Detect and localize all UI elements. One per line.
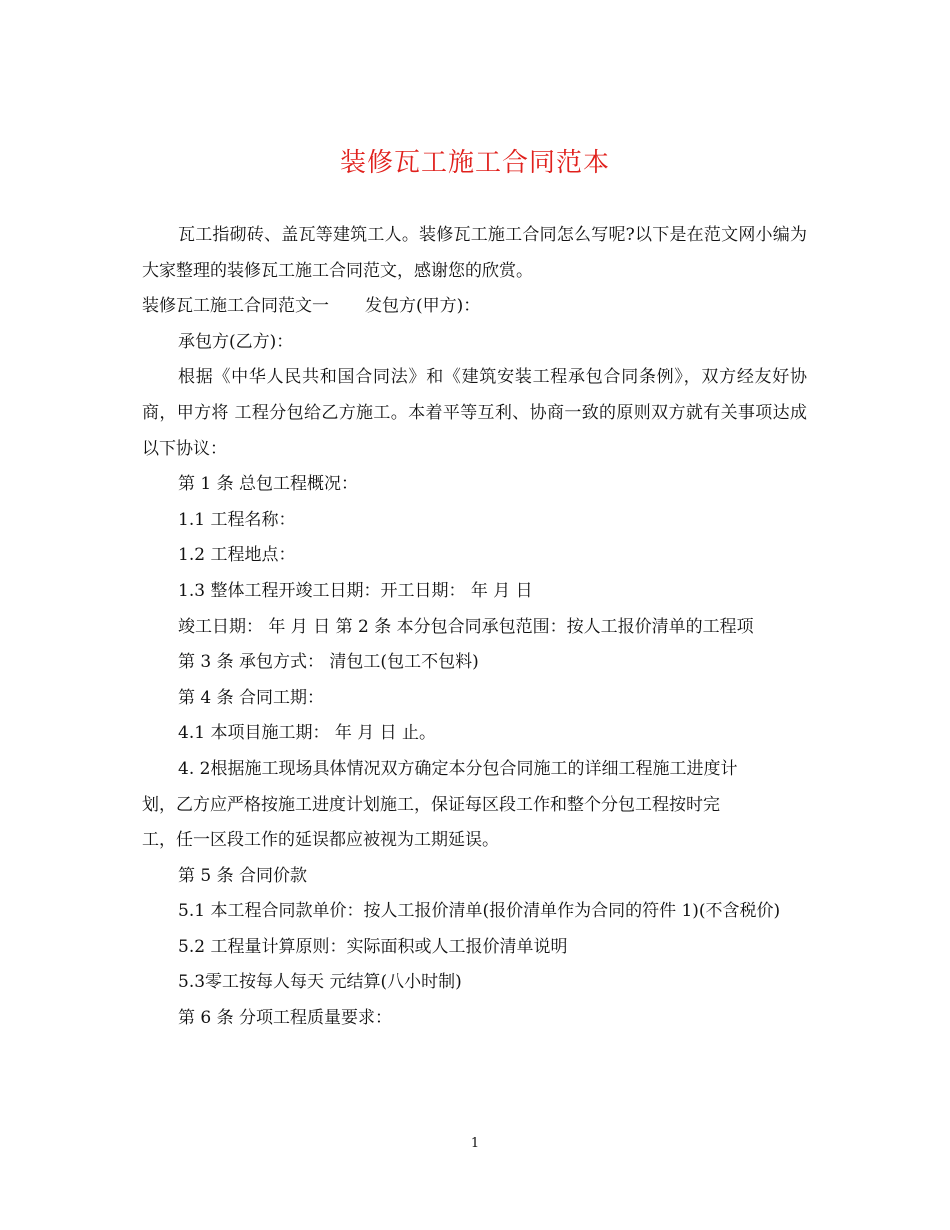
clause-4-2-line-2: 划，乙方应严格按施工进度计划施工，保证每区段工作和整个分包工程按时完 <box>142 794 720 815</box>
party-b-label: 承包方(乙方)： <box>178 331 294 352</box>
page-number: 1 <box>470 1136 480 1151</box>
clause-5-2: 5.2 工程量计算原则：实际面积或人工报价清单说明 <box>178 936 568 957</box>
article-4-heading: 第 4 条 合同工期： <box>178 687 325 708</box>
completion-date-and-article-2: 竣工日期： 年 月 日 第 2 条 本分包合同承包范围：按人工报价清单的工程项 <box>178 616 754 637</box>
article-5-heading: 第 5 条 合同价款 <box>178 865 308 886</box>
sample-heading-line <box>142 289 807 325</box>
sample-heading: 装修瓦工施工合同范文一 <box>142 296 329 317</box>
preamble-paragraph: 根据《中华人民共和国合同法》和《建筑安装工程承包合同条例》，双方经友好协商，甲方将 工程分包给乙方施工。本着平等互利、协商一致的原则双方就有关事项达成以下协议： <box>142 367 807 459</box>
clause-4-1: 4.1 本项目施工期： 年 月 日 止。 <box>178 723 437 744</box>
article-6-heading: 第 6 条 分项工程质量要求： <box>178 1008 393 1029</box>
clause-5-3: 5.3零工按每人每天 元结算(八小时制) <box>178 972 462 993</box>
article-3-heading: 第 3 条 承包方式： 清包工(包工不包料) <box>178 652 479 673</box>
clause-1-3: 1.3 整体工程开竣工日期：开工日期： 年 月 日 <box>178 580 533 601</box>
intro-paragraph: 瓦工指砌砖、盖瓦等建筑工人。装修瓦工施工合同怎么写呢?以下是在范文网小编为大家整理的装修瓦工施工合同范文，感谢您的欣赏。 <box>142 225 807 281</box>
clause-1-2: 1.2 工程地点： <box>178 545 296 566</box>
clause-1-1: 1.1 工程名称： <box>178 509 296 530</box>
party-a-label: 发包方(甲方)： <box>365 296 481 317</box>
clause-4-2-line-3: 工，任一区段工作的延误都应被视为工期延误。 <box>142 830 499 851</box>
clause-4-2-line-1: 4. 2根据施工现场具体情况双方确定本分包合同施工的详细工程施工进度计 <box>178 758 738 779</box>
document-title: 装修瓦工施工合同范本 <box>339 148 610 178</box>
document-body <box>142 218 807 1037</box>
article-1-heading: 第 1 条 总包工程概况： <box>178 474 359 495</box>
clause-5-1: 5.1 本工程合同款单价：按人工报价清单(报价清单作为合同的符件 1)(不含税价) <box>178 901 781 922</box>
